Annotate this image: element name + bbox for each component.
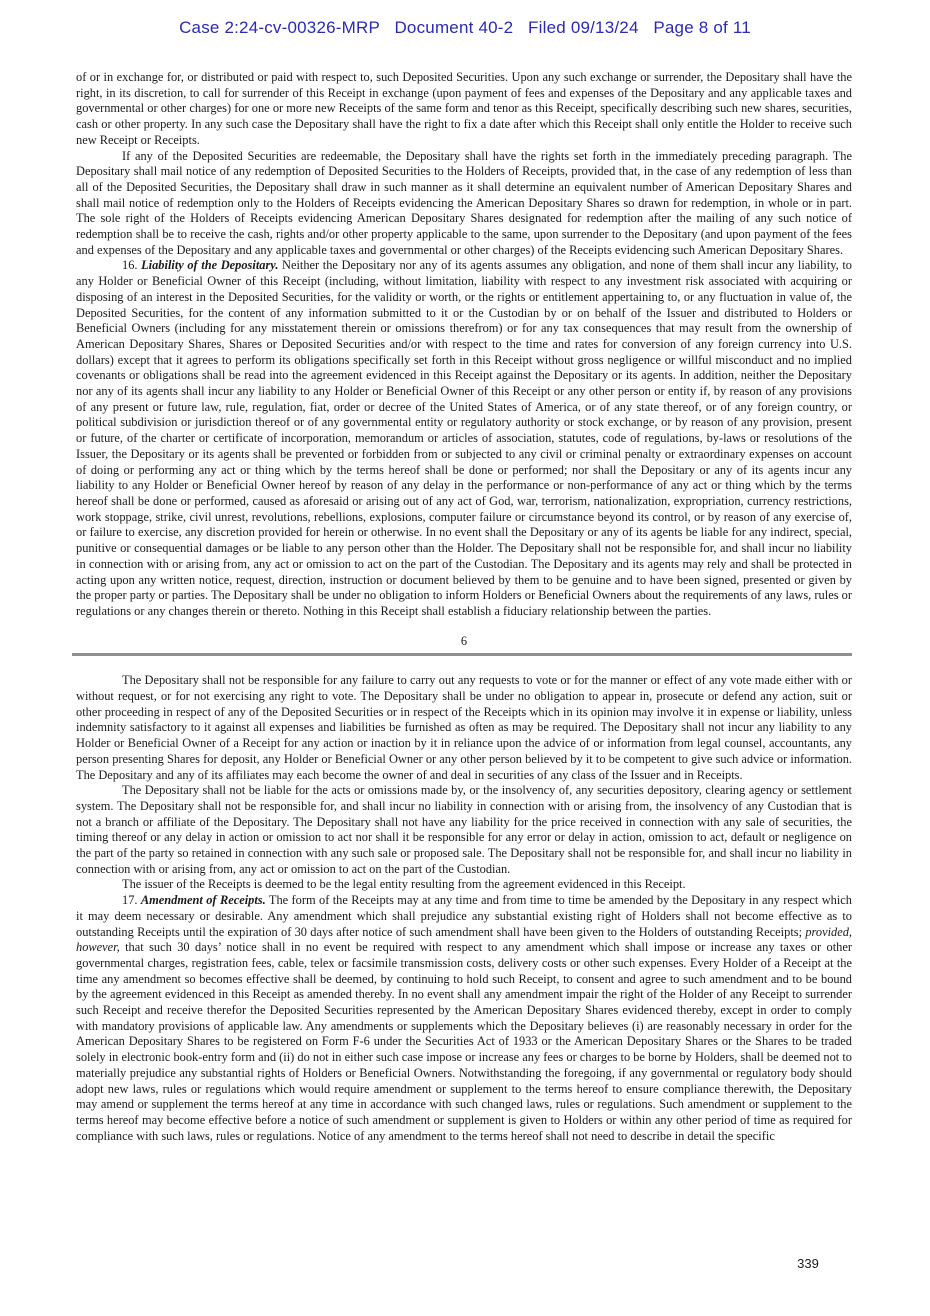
bates-number: 339 [797,1256,819,1271]
case-header: Case 2:24-cv-00326-MRP Document 40-2 Filed 09/13/24 Page 8 of 11 [179,18,751,37]
text-run: of or in exchange for, or distributed or paid with respect to, such Deposited Securities. Upon any such exchange or surrender, the Depositary shall have the right, in its discretion, to call for surrender of this Receipt in exchange (upon payment of fees and expenses of the Depositary and any applicable taxes and governmental or other charges) for one or more new Receipts of the same form and tenor as this Receipt, specifically describing such new shares, securities, cash or other property. In any such case the Depositary shall have the right to fix a date after which this Receipt shall only entitle the Holder to receive such new Receipt or Receipts. [76,70,852,147]
inner-page-number: 6 [460,633,468,648]
text-run: Amendment of Receipts. [140,893,266,908]
text-run: Neither the Depositary nor any of its agents assumes any obligation, and none of them shall incur any liability, to any Holder or Beneficial Owner of this Receipt (including, without limitation, liability with respect to any investment risk associated with acquiring or disposing of an interest in the Deposited Securities, for the validity or worth, or the rights or entitlement appertaining to, or any fluctuation in value of, the Deposited Securities, for the content of any information submitted to it or the Custodian by or on behalf of the Issuer and distributed to Holders or Beneficial Owners (including for any misstatement therein or omissions therefrom) or for any tax consequences that may result from the ownership of American Depositary Shares, Shares or Deposited Securities and/or with respect to the time and rates for conversion of any foreign currency into U.S. dollars) except that it agrees to perform its obligations specifically set forth in this Receipt without gross negligence or willful misconduct and no implied covenants or obligations shall be read into the agreement evidenced in this Receipt against the Depositary or its agents. In addition, neither the Depositary nor any of its agents shall incur any liability to any Holder or Beneficial Owner of this Receipt or any other person or entity if, by reason of any provisions of any present or future law, rule, regulation, fiat, order or decree of the United States of America, or of any state thereof, or of any foreign country, or political subdivision or jurisdiction thereof or of any governmental entity or regulatory authority or stock exchange, or by reason of any provision, present or future, of the charter or certificate of incorporation, memorandum or articles of association, statutes, code of regulations, by-laws or resolutions of the Issuer, the Depositary or its agents shall be prevented or forbidden from or subjected to any civil or criminal penalty or extraordinary expenses on account of doing or performing any act or thing which by the terms hereof shall be done or performed; nor shall the Depositary or any of its agents incur any liability to any Holder or Beneficial Owner hereof by reason of any delay in the performance or non-performance of any act or thing which by the terms hereof shall be done or performed, caused as aforesaid or arising out of any act of God, war, terrorism, nationalization, expropriation, currency restrictions, work stoppage, strike, civil unrest, revolutions, rebellions, explosions, computer failure or circumstance beyond its control, or by reason of any exercise of, or failure to exercise, any discretion provided for herein or otherwise. In no event shall the Depositary or any of its agents be liable for any indirect, special, punitive or consequential damages or be liable to any person other than the Holder. The Depositary shall not be responsible for, and shall incur no liability in connection with or arising from, any act or omission to act on the part of the Custodian. The Depositary and its agents may rely and shall be protected in acting upon any written notice, request, direction, instruction or document believed by them to be genuine and to have been signed, presented or given by the proper party or parties. The Depositary shall be under no obligation to inform Holders or Beneficial Owners about the requirements of any laws, rules or regulations or any changes therein or thereto. Nothing in this Receipt shall establish a fiduciary relationship between the parties. [76,258,852,618]
paragraph [76,893,852,1144]
text-run: The issuer of the Receipts is deemed to be the legal entity resulting from the agreement evidenced in this Receipt. [122,877,686,892]
paragraph [76,149,852,259]
text-run: provided, however, [76,924,852,955]
paragraph [76,877,852,893]
text-run: 16. [122,258,142,273]
text-run: The Depositary shall not be liable for the acts or omissions made by, or the insolvency of, any securities depository, clearing agency or settlement system. The Depositary shall not be responsible for, and shall incur no liability in connection with or arising from, the insolvency of any Custodian that is not a branch or affiliate of the Depositary. The Depositary shall not have any liability for the price received in connection with any sale of securities, the timing thereof or any delay in action or omission to act nor shall it be responsible for any error or delay in action, omission to act, default or negligence on the part of the party so retained in connection with any such sale or proposed sale. The Depositary shall not be responsible for, and shall incur no liability in connection with or arising from, any act or omission to act on the part of the Custodian. [76,783,852,876]
paragraph [76,258,852,619]
paragraph [76,673,852,783]
text-run: that such 30 days’ notice shall in no event be required with respect to any amendment which shall impose or increase any taxes or other governmental charges, registration fees, cable, telex or facsimile transmission costs, delivery costs or other such expenses. Every Holder of a Receipt at the time any amendment so becomes effective shall be deemed, by continuing to hold such Receipt, to consent and agree to such amendment and to be bound by the agreement evidenced in this Receipt as amended thereby. In no event shall any amendment impair the right of the Holder of any Receipt to surrender such Receipt and receive therefor the Deposited Securities represented by the American Depositary Shares evidenced thereby, except in order to comply with mandatory provisions of applicable law. Any amendments or supplements which the Depositary believes (i) are reasonably necessary in order for the American Depositary Shares to be registered on Form F-6 under the Securities Act of 1933 or the American Depositary Shares or the Shares to be traded solely in electronic book-entry form and (ii) do not in either such case impose or increase any fees or charges to be borne by Holders, shall be deemed not to materially prejudice any substantial rights of Holders or Beneficial Owners. Notwithstanding the foregoing, if any governmental or regulatory body should adopt new laws, rules or regulations which would require amendment or supplement to the terms hereof to ensure compliance therewith, the Depositary may amend or supplement the terms hereof at any time in accordance with such changed laws, rules or regulations. Such amendment or supplement to the terms hereof may become effective before a notice of such amendment or supplement is given to Holders or within any other period of time as required for compliance with such laws, rules or regulations. Notice of any amendment to the terms hereof shall not need to describe in detail the specific [76,940,852,1143]
paragraph [76,70,852,149]
horizontal-rule [72,653,852,656]
paragraph [76,783,852,877]
document-body [76,70,852,1144]
text-run: If any of the Deposited Securities are redeemable, the Depositary shall have the rights set forth in the immediately preceding paragraph. The Depositary shall mail notice of any redemption of Deposited Securities to the Holders of Receipts, provided that, in the case of any redemption of less than all of the Deposited Securities, the Depositary shall draw in such manner as it shall determine an equivalent number of American Depositary Shares and shall mail notice of redemption only to the Holders of Receipts evidencing the American Depositary Shares so drawn for redemption, in whole or in part. The sole right of the Holders of Receipts evidencing American Depositary Shares designated for redemption after the mailing of any such notice of redemption shall be to receive the cash, rights and/or other property applicable to the same, upon surrender to the Depositary (and upon payment of the fees and expenses of the Depositary and any applicable taxes and governmental or other charges) of the Receipts evidencing such American Depositary Shares. [76,148,852,257]
page-break [76,634,852,657]
text-run: The Depositary shall not be responsible for any failure to carry out any requests to vote or for the manner or effect of any vote made either with or without request, or for not exercising any right to vote. The Depositary shall be under no obligation to appear in, prosecute or defend any action, suit or other proceeding in respect of any of the Deposited Securities or in respect of the Receipts which in its opinion may involve it in expense or liability, unless indemnity satisfactory to it against all expenses and liabilities be furnished as often as may be required. The Depositary shall not incur any liability to any Holder or Beneficial Owner of a Receipt for any action or inaction by it in reliance upon the advice of or information from legal counsel, accountants, any person presenting Shares for deposit, any Holder or Beneficial Owner or any other person believed by it to be competent to give such advice or information. The Depositary and any of its affiliates may each become the owner of and deal in securities of any class of the Issuer and in Receipts. [76,673,852,782]
text-run: 17. [122,893,141,908]
text-run: Liability of the Depositary. [141,258,279,273]
text-run: The form of the Receipts may at any time and from time to time be amended by the Depositary in any respect which it may deem necessary or desirable. Any amendment which shall prejudice any substantial existing right of Holders shall not become effective as to outstanding Receipts until the expiration of 30 days after notice of such amendment shall have been given to the Holders of outstanding Receipts; [76,893,852,939]
